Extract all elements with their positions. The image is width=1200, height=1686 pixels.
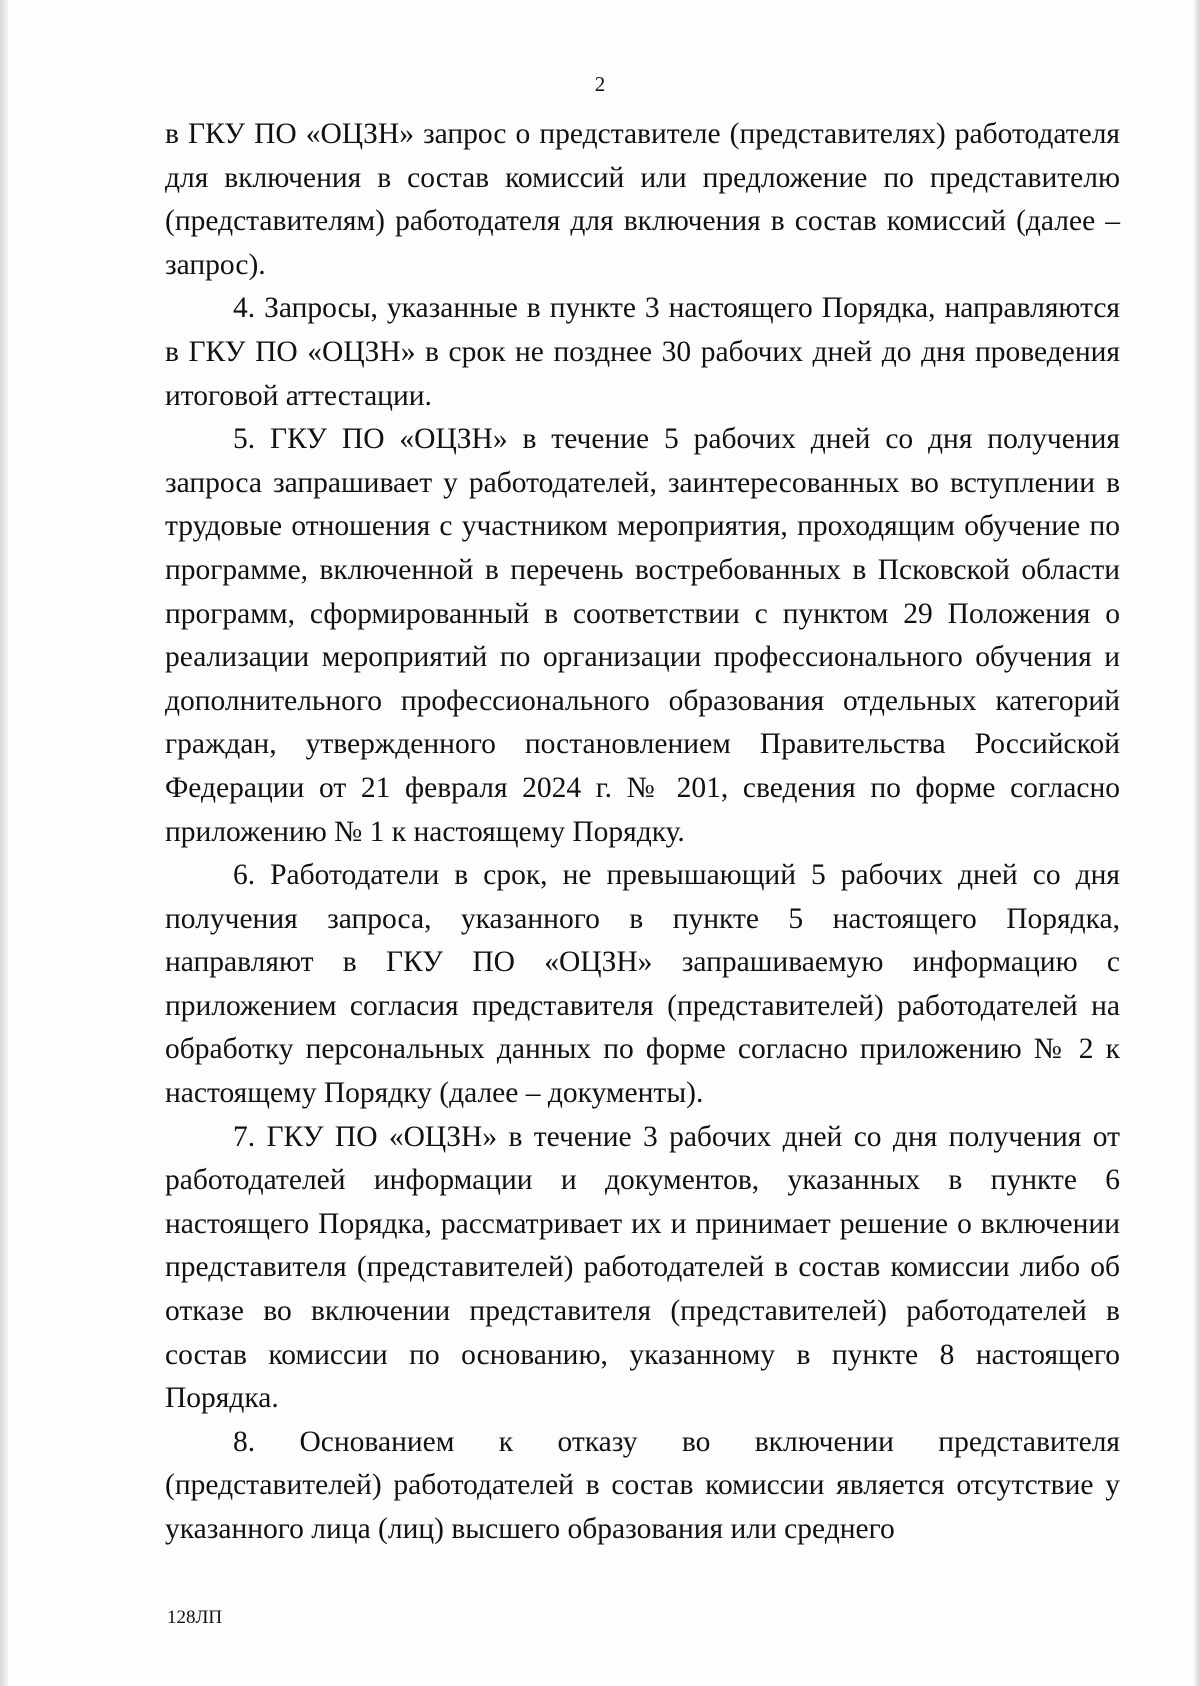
scan-edge-left xyxy=(0,0,8,1686)
scan-edge-right xyxy=(1194,0,1200,1686)
paragraph-4: 4. Запросы, указанные в пункте 3 настоящего Порядка, направляются в ГКУ ПО «ОЦЗН» в срок не позднее 30 рабочих дней до дня проведения итоговой аттестации. xyxy=(165,292,1120,412)
paragraph-5: 5. ГКУ ПО «ОЦЗН» в течение 5 рабочих дней со дня получения запроса запрашивает у работодателей, заинтересованных во вступлении в трудовые отношения с участником мероприятия, проходящим обучение по программе, включенной в перечень востребованных в Псковской области программ, сформированный в соответствии с пунктом 29 Положения о реализации мероприятий по организации профессионального обучения и дополнительного профессионального образования отдельных категорий граждан, утвержденного постановлением Правительства Российской Федерации от 21 февраля 2024 г. № 201, сведения по форме согласно приложению № 1 к настоящему Порядку. xyxy=(165,423,1120,848)
paragraph-6: 6. Работодатели в срок, не превышающий 5 рабочих дней со дня получения запроса, указанного в пункте 5 настоящего Порядка, направляют в ГКУ ПО «ОЦЗН» запрашиваемую информацию с приложением согласия представителя (представителей) работодателей на обработку персональных данных по форме согласно приложению № 2 к настоящему Порядку (далее – документы). xyxy=(165,859,1120,1110)
document-body xyxy=(165,113,1120,1552)
paragraph-8: 8. Основанием к отказу во включении представителя (представителей) работодателей в состав комиссии является отсутствие у указанного лица (лиц) высшего образования или среднего xyxy=(165,1425,1120,1545)
paragraph-7: 7. ГКУ ПО «ОЦЗН» в течение 3 рабочих дней со дня получения от работодателей информации и документов, указанных в пункте 6 настоящего Порядка, рассматривает их и принимает решение о включении представителя (представителей) работодателей в состав комиссии либо об отказе во включении представителя (представителей) работодателей в состав комиссии по основанию, указанному в пункте 8 настоящего Порядка. xyxy=(165,1120,1120,1415)
page-number: 2 xyxy=(594,72,606,96)
document-code: 128ЛП xyxy=(167,1607,223,1628)
paragraph-continuation: в ГКУ ПО «ОЦЗН» запрос о представителе (представителях) работодателя для включения в состав комиссий или предложение по представителю (представителям) работодателя для включения в состав комиссий (далее – запрос). xyxy=(165,118,1120,281)
